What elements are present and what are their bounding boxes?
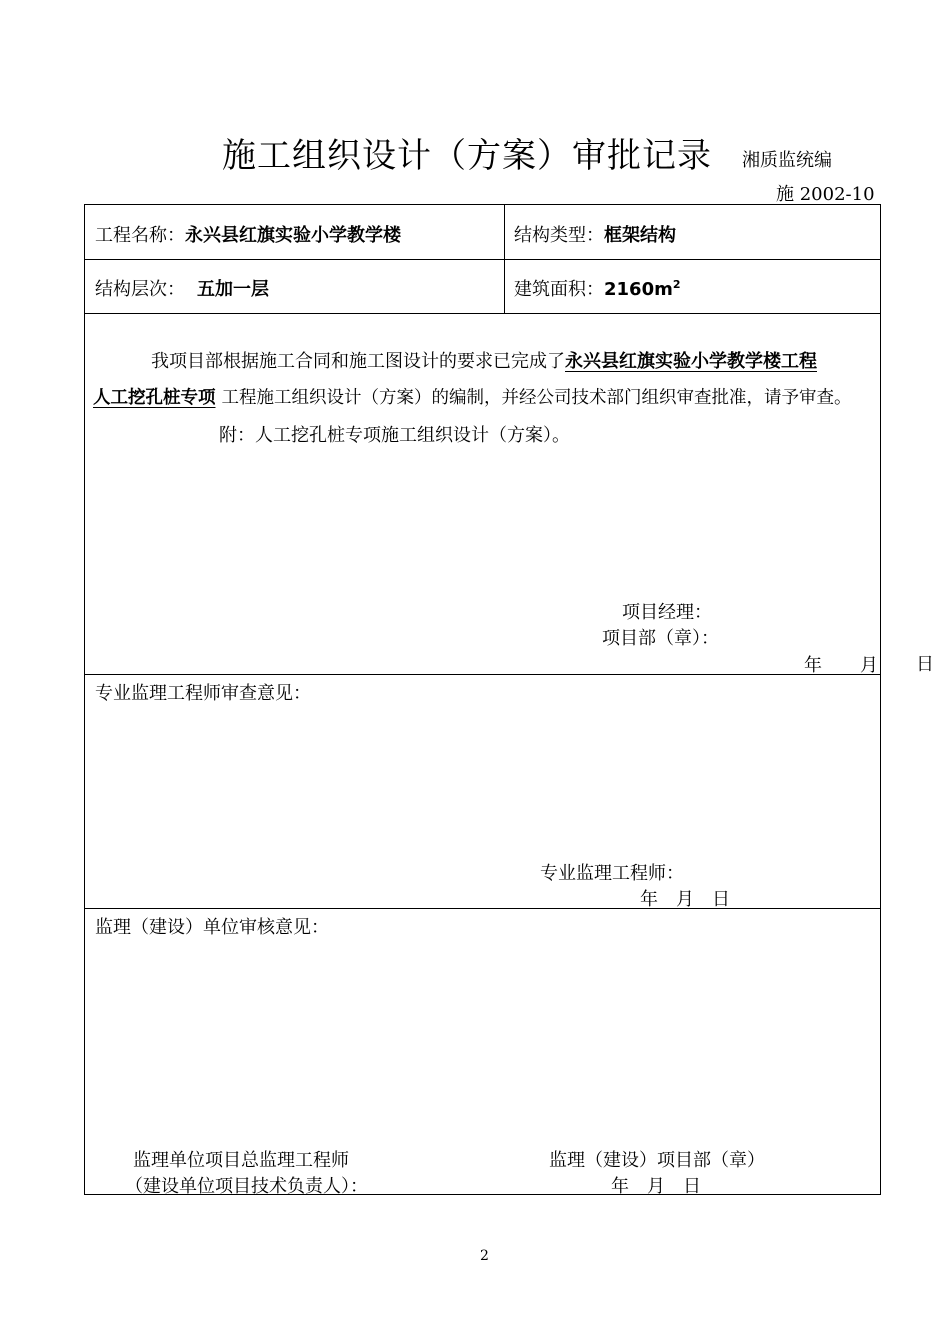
floors-label: 结构层次： [95, 279, 185, 300]
chief-engineer-signature: 监理单位项目总监理工程师 [133, 1150, 349, 1171]
document-title: 施工组织设计（方案）审批记录 [222, 136, 712, 176]
attachment-note: 附：人工挖孔桩专项施工组织设计（方案）。 [219, 425, 570, 446]
technical-lead-signature: （建设单位项目技术负责人）： [125, 1176, 368, 1197]
submission-line-1 [151, 347, 817, 373]
engineer-signature: 专业监理工程师： [540, 863, 684, 884]
approval-table [84, 204, 881, 1195]
project-name-field [95, 221, 401, 247]
submission-date [804, 651, 822, 677]
form-code: 施 2002-10 [776, 184, 875, 205]
unit-review-date: 年 月 日 [611, 1176, 701, 1197]
structure-type-field [514, 221, 676, 247]
special-item-underlined: 人工挖孔桩专项 [93, 388, 216, 408]
area-unit-superscript: 2 [672, 278, 681, 291]
structure-type-label: 结构类型： [514, 225, 604, 246]
floors-field [95, 275, 269, 301]
structure-type-value: 框架结构 [604, 225, 676, 246]
issuer-org: 湘质监统编 [742, 150, 832, 171]
area-label: 建筑面积： [514, 279, 604, 300]
engineer-review-date: 年 月 日 [640, 889, 730, 910]
engineer-review-label: 专业监理工程师审查意见： [95, 683, 311, 704]
project-name-label: 工程名称： [95, 225, 185, 246]
unit-review-label: 监理（建设）单位审核意见： [95, 917, 329, 938]
row-divider [85, 313, 880, 314]
area-field [514, 275, 681, 301]
row-divider [85, 908, 880, 909]
unit-dept-seal: 监理（建设）项目部（章） [549, 1150, 765, 1171]
project-manager-signature: 项目经理： [622, 602, 712, 623]
project-dept-seal: 项目部（章）： [602, 628, 719, 649]
page-number: 2 [480, 1248, 489, 1264]
floors-value: 五加一层 [197, 279, 269, 300]
submission-prefix: 我项目部根据施工合同和施工图设计的要求已完成了 [151, 351, 565, 372]
row-divider [85, 674, 880, 675]
submission-line-2 [93, 384, 852, 409]
submission-date-day: 日 [916, 654, 934, 675]
project-title-underlined: 永兴县红旗实验小学教学楼工程 [565, 351, 817, 372]
project-name-value: 永兴县红旗实验小学教学楼 [185, 225, 401, 246]
row-divider [85, 259, 880, 260]
submission-suffix: 工程施工组织设计（方案）的编制，并经公司技术部门组织审查批准，请予审查。 [221, 388, 852, 408]
date-year: 年 [804, 655, 822, 676]
area-value: 2160m [604, 279, 673, 300]
submission-date-month: 月 [860, 655, 878, 676]
